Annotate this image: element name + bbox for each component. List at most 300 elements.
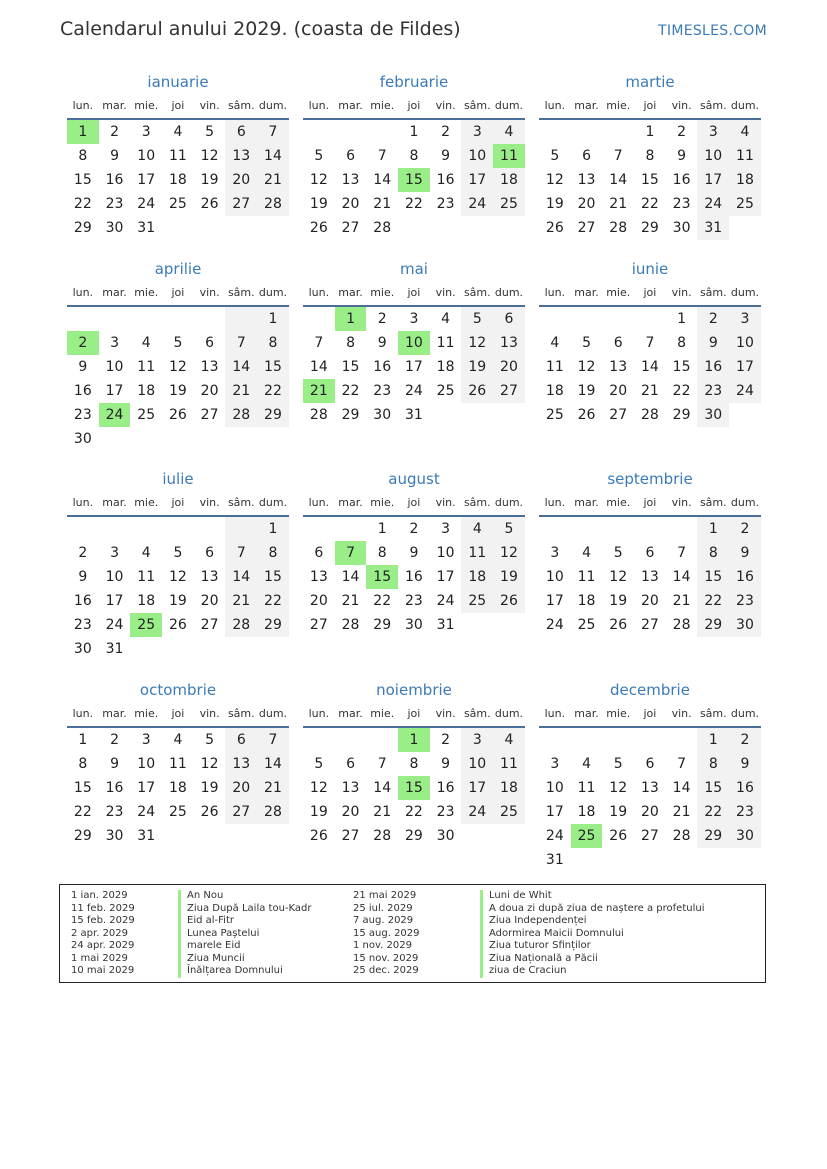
day-cell: 5 bbox=[173, 335, 183, 351]
legend-holiday-name: Lunea Paștelui bbox=[178, 928, 259, 941]
day-cell: 10 bbox=[436, 545, 455, 561]
month-title: noiembrie bbox=[376, 681, 452, 699]
day-cell: 1 bbox=[677, 311, 687, 327]
weekday-label: mar. bbox=[338, 99, 363, 112]
day-cell: 15 bbox=[73, 780, 92, 796]
empty-cell bbox=[602, 517, 634, 541]
day-cell: 28 bbox=[373, 220, 392, 236]
day-cell: 20 bbox=[341, 196, 360, 212]
day-cell: 19 bbox=[168, 593, 187, 609]
day-cell: 15 bbox=[697, 776, 729, 800]
day-cell: 21 bbox=[225, 379, 257, 403]
day-cell: 13 bbox=[640, 569, 659, 585]
day-cell: 21 bbox=[225, 589, 257, 613]
weekday-label: joi bbox=[643, 496, 657, 509]
empty-cell bbox=[194, 637, 226, 661]
day-cell: 19 bbox=[545, 196, 564, 212]
day-cell: 30 bbox=[105, 220, 124, 236]
empty-cell bbox=[461, 216, 493, 240]
day-cell: 11 bbox=[436, 335, 455, 351]
day-cell: 4 bbox=[141, 545, 151, 561]
holiday-day-cell: 24 bbox=[99, 403, 131, 427]
month-title: decembrie bbox=[610, 681, 690, 699]
day-cell: 8 bbox=[257, 331, 289, 355]
week-row bbox=[539, 848, 761, 872]
legend-holiday-name: Eid al-Fitr bbox=[178, 915, 234, 928]
day-cell: 8 bbox=[346, 335, 355, 351]
legend-date: 1 ian. 2029 bbox=[71, 890, 128, 901]
day-cell: 28 bbox=[225, 613, 257, 637]
month-octombrie bbox=[67, 680, 289, 848]
empty-cell bbox=[225, 517, 257, 541]
day-cell: 21 bbox=[672, 804, 691, 820]
day-cell: 13 bbox=[225, 144, 257, 168]
day-cell: 8 bbox=[645, 148, 655, 164]
month-ianuarie bbox=[67, 72, 289, 240]
week-row bbox=[67, 379, 289, 403]
day-cell: 29 bbox=[257, 613, 289, 637]
day-cell: 11 bbox=[577, 569, 596, 585]
day-cell: 28 bbox=[257, 800, 289, 824]
day-cell: 28 bbox=[225, 403, 257, 427]
day-cell: 7 bbox=[225, 331, 257, 355]
empty-cell bbox=[729, 848, 761, 872]
weekday-label: vin. bbox=[435, 286, 456, 299]
day-cell: 24 bbox=[436, 593, 455, 609]
day-cell: 4 bbox=[729, 120, 761, 144]
page-title: Calendarul anului 2029. (coasta de Fildes) bbox=[60, 18, 461, 40]
empty-cell bbox=[571, 848, 603, 872]
day-cell: 25 bbox=[729, 192, 761, 216]
day-cell: 30 bbox=[105, 828, 124, 844]
legend-holiday-name: Ziua Muncii bbox=[178, 953, 245, 966]
day-cell: 28 bbox=[640, 407, 659, 423]
day-cell: 22 bbox=[404, 804, 423, 820]
legend-holiday-name: Ziua Independenței bbox=[480, 915, 587, 928]
day-cell: 16 bbox=[697, 355, 729, 379]
day-cell: 23 bbox=[73, 407, 92, 423]
legend-date: 15 nov. 2029 bbox=[353, 952, 419, 964]
day-cell: 6 bbox=[314, 545, 324, 561]
legend-holiday-name: An Nou bbox=[178, 890, 223, 903]
week-row bbox=[539, 379, 761, 403]
day-cell: 12 bbox=[493, 541, 525, 565]
day-cell: 17 bbox=[137, 172, 156, 188]
empty-cell bbox=[335, 120, 367, 144]
day-cell: 22 bbox=[373, 593, 392, 609]
day-cell: 29 bbox=[73, 220, 92, 236]
empty-cell bbox=[539, 728, 571, 752]
day-cell: 16 bbox=[105, 172, 124, 188]
day-cell: 6 bbox=[582, 148, 591, 164]
day-cell: 30 bbox=[436, 828, 455, 844]
weekday-label: sâm. bbox=[699, 286, 727, 299]
weekday-label: dum. bbox=[730, 707, 760, 720]
day-cell: 19 bbox=[493, 565, 525, 589]
week-row bbox=[67, 307, 289, 331]
day-cell: 4 bbox=[582, 545, 591, 561]
empty-cell bbox=[571, 120, 603, 144]
day-cell: 19 bbox=[577, 383, 596, 399]
day-cell: 2 bbox=[729, 517, 761, 541]
weekday-label: joi bbox=[643, 707, 657, 720]
weekday-label: lun. bbox=[308, 707, 330, 720]
day-cell: 23 bbox=[73, 617, 92, 633]
month-iunie bbox=[539, 259, 761, 427]
week-row bbox=[67, 776, 289, 800]
day-cell: 10 bbox=[137, 756, 156, 772]
day-cell: 10 bbox=[461, 752, 493, 776]
day-cell: 18 bbox=[729, 168, 761, 192]
day-cell: 22 bbox=[73, 804, 92, 820]
day-cell: 9 bbox=[729, 541, 761, 565]
empty-cell bbox=[194, 216, 226, 240]
day-cell: 22 bbox=[341, 383, 360, 399]
day-cell: 10 bbox=[697, 144, 729, 168]
weekday-label: joi bbox=[171, 286, 185, 299]
holiday-day-cell: 25 bbox=[130, 613, 162, 637]
day-cell: 16 bbox=[373, 359, 392, 375]
holiday-day-cell: 1 bbox=[398, 728, 430, 752]
day-cell: 29 bbox=[373, 617, 392, 633]
day-cell: 5 bbox=[493, 517, 525, 541]
day-cell: 12 bbox=[309, 172, 328, 188]
week-row bbox=[539, 800, 761, 824]
day-cell: 25 bbox=[461, 589, 493, 613]
empty-cell bbox=[602, 728, 634, 752]
weekday-header bbox=[67, 702, 289, 728]
week-row bbox=[539, 517, 761, 541]
month-mai bbox=[303, 259, 525, 427]
day-cell: 21 bbox=[373, 196, 392, 212]
legend-holiday-name: Luni de Whit bbox=[480, 890, 552, 903]
day-cell: 14 bbox=[373, 172, 392, 188]
day-cell: 10 bbox=[105, 359, 124, 375]
day-cell: 24 bbox=[404, 383, 423, 399]
weekday-label: lun. bbox=[72, 496, 94, 509]
weekday-header bbox=[539, 94, 761, 120]
week-row bbox=[539, 824, 761, 848]
empty-cell bbox=[493, 613, 525, 637]
empty-cell bbox=[225, 427, 257, 451]
day-cell: 24 bbox=[545, 617, 564, 633]
day-cell: 8 bbox=[257, 541, 289, 565]
day-cell: 29 bbox=[672, 407, 691, 423]
day-cell: 27 bbox=[309, 617, 328, 633]
day-cell: 10 bbox=[105, 569, 124, 585]
day-cell: 13 bbox=[493, 331, 525, 355]
brand-link[interactable]: TIMESLES.COM bbox=[658, 23, 767, 39]
week-row bbox=[539, 613, 761, 637]
day-cell: 3 bbox=[697, 120, 729, 144]
empty-cell bbox=[162, 517, 194, 541]
day-cell: 1 bbox=[697, 728, 729, 752]
day-cell: 2 bbox=[110, 732, 119, 748]
day-cell: 19 bbox=[461, 355, 493, 379]
weekday-label: mar. bbox=[574, 286, 599, 299]
empty-cell bbox=[99, 517, 131, 541]
day-cell: 17 bbox=[545, 804, 564, 820]
weekday-label: lun. bbox=[544, 286, 566, 299]
empty-cell bbox=[602, 307, 634, 331]
week-row bbox=[303, 168, 525, 192]
weekday-label: mar. bbox=[338, 496, 363, 509]
day-cell: 18 bbox=[493, 776, 525, 800]
day-cell: 2 bbox=[441, 124, 451, 140]
day-cell: 26 bbox=[200, 196, 219, 212]
day-cell: 12 bbox=[577, 359, 596, 375]
day-cell: 22 bbox=[697, 800, 729, 824]
day-cell: 12 bbox=[545, 172, 564, 188]
day-cell: 11 bbox=[137, 569, 156, 585]
weekday-label: vin. bbox=[671, 496, 692, 509]
empty-cell bbox=[366, 120, 398, 144]
weekday-label: vin. bbox=[199, 707, 220, 720]
weekday-label: vin. bbox=[199, 99, 220, 112]
legend-date: 10 mai 2029 bbox=[71, 965, 135, 976]
empty-cell bbox=[257, 637, 289, 661]
day-cell: 27 bbox=[341, 220, 360, 236]
day-cell: 7 bbox=[257, 120, 289, 144]
legend-date: 15 aug. 2029 bbox=[353, 927, 420, 939]
day-cell: 17 bbox=[461, 776, 493, 800]
day-cell: 14 bbox=[257, 752, 289, 776]
day-cell: 31 bbox=[137, 220, 156, 236]
legend-date: 11 feb. 2029 bbox=[71, 902, 135, 914]
day-cell: 28 bbox=[373, 828, 392, 844]
day-cell: 31 bbox=[137, 828, 156, 844]
day-cell: 9 bbox=[377, 335, 387, 351]
day-cell: 18 bbox=[545, 383, 564, 399]
week-row bbox=[67, 517, 289, 541]
day-cell: 19 bbox=[309, 196, 328, 212]
day-cell: 25 bbox=[436, 383, 455, 399]
week-row bbox=[303, 144, 525, 168]
holiday-day-cell: 1 bbox=[335, 307, 367, 331]
weekday-label: sâm. bbox=[227, 99, 255, 112]
day-cell: 14 bbox=[640, 359, 659, 375]
day-cell: 17 bbox=[545, 593, 564, 609]
empty-cell bbox=[335, 517, 367, 541]
empty-cell bbox=[162, 307, 194, 331]
weekday-label: sâm. bbox=[463, 99, 491, 112]
day-cell: 26 bbox=[309, 828, 328, 844]
week-row bbox=[539, 120, 761, 144]
legend-date: 24 apr. 2029 bbox=[71, 940, 135, 951]
empty-cell bbox=[194, 307, 226, 331]
day-cell: 6 bbox=[645, 756, 655, 772]
day-cell: 1 bbox=[78, 732, 88, 748]
week-row bbox=[539, 307, 761, 331]
empty-cell bbox=[366, 728, 398, 752]
empty-cell bbox=[571, 307, 603, 331]
week-row bbox=[539, 403, 761, 427]
day-cell: 31 bbox=[105, 641, 124, 657]
day-cell: 31 bbox=[436, 617, 455, 633]
day-cell: 26 bbox=[168, 617, 187, 633]
day-cell: 12 bbox=[309, 780, 328, 796]
day-cell: 21 bbox=[257, 776, 289, 800]
month-septembrie bbox=[539, 469, 761, 637]
weekday-label: dum. bbox=[258, 496, 288, 509]
weekday-label: sâm. bbox=[227, 496, 255, 509]
holiday-legend bbox=[59, 884, 766, 983]
week-row bbox=[67, 824, 289, 848]
empty-cell bbox=[539, 120, 571, 144]
empty-cell bbox=[257, 824, 289, 848]
legend-holiday-name: ziua de Craciun bbox=[480, 965, 567, 978]
day-cell: 18 bbox=[168, 780, 187, 796]
day-cell: 7 bbox=[314, 335, 324, 351]
month-februarie bbox=[303, 72, 525, 240]
weekday-label: sâm. bbox=[227, 707, 255, 720]
weekday-label: vin. bbox=[435, 707, 456, 720]
week-row bbox=[303, 192, 525, 216]
week-row bbox=[539, 589, 761, 613]
day-cell: 26 bbox=[577, 407, 596, 423]
day-cell: 22 bbox=[697, 589, 729, 613]
day-cell: 24 bbox=[137, 804, 156, 820]
holiday-day-cell: 25 bbox=[571, 824, 603, 848]
day-cell: 27 bbox=[341, 828, 360, 844]
holiday-day-cell: 15 bbox=[366, 565, 398, 589]
weekday-label: lun. bbox=[308, 286, 330, 299]
weekday-header bbox=[539, 702, 761, 728]
legend-holiday-name: Ziua După Laila tou-Kadr bbox=[178, 903, 311, 916]
day-cell: 29 bbox=[404, 828, 423, 844]
day-cell: 31 bbox=[545, 852, 564, 868]
month-title: iunie bbox=[631, 260, 669, 278]
week-row bbox=[303, 120, 525, 144]
day-cell: 21 bbox=[672, 593, 691, 609]
empty-cell bbox=[430, 216, 462, 240]
day-cell: 13 bbox=[200, 569, 219, 585]
month-aprilie bbox=[67, 259, 289, 451]
day-cell: 22 bbox=[672, 383, 691, 399]
empty-cell bbox=[225, 824, 257, 848]
day-cell: 26 bbox=[200, 804, 219, 820]
empty-cell bbox=[602, 120, 634, 144]
weekday-label: vin. bbox=[199, 496, 220, 509]
week-row bbox=[67, 728, 289, 752]
day-cell: 15 bbox=[341, 359, 360, 375]
day-cell: 16 bbox=[73, 593, 92, 609]
day-cell: 1 bbox=[409, 124, 419, 140]
day-cell: 3 bbox=[110, 335, 119, 351]
week-row bbox=[539, 144, 761, 168]
week-row bbox=[67, 427, 289, 451]
weekday-label: mar. bbox=[102, 99, 127, 112]
day-cell: 27 bbox=[609, 407, 628, 423]
empty-cell bbox=[303, 120, 335, 144]
empty-cell bbox=[729, 216, 761, 240]
weekday-label: sâm. bbox=[227, 286, 255, 299]
day-cell: 20 bbox=[225, 776, 257, 800]
day-cell: 15 bbox=[697, 565, 729, 589]
weekday-label: joi bbox=[407, 286, 421, 299]
day-cell: 5 bbox=[173, 545, 183, 561]
day-cell: 3 bbox=[409, 311, 419, 327]
day-cell: 4 bbox=[493, 728, 525, 752]
day-cell: 24 bbox=[729, 379, 761, 403]
empty-cell bbox=[162, 637, 194, 661]
day-cell: 3 bbox=[461, 728, 493, 752]
day-cell: 11 bbox=[461, 541, 493, 565]
weekday-label: mie. bbox=[370, 707, 395, 720]
weekday-label: sâm. bbox=[463, 707, 491, 720]
month-title: martie bbox=[625, 73, 675, 91]
day-cell: 23 bbox=[436, 804, 455, 820]
empty-cell bbox=[571, 728, 603, 752]
week-row bbox=[303, 216, 525, 240]
day-cell: 7 bbox=[377, 148, 387, 164]
day-cell: 1 bbox=[257, 307, 289, 331]
month-title: iulie bbox=[162, 470, 194, 488]
day-cell: 17 bbox=[137, 780, 156, 796]
weekday-label: mar. bbox=[574, 707, 599, 720]
week-row bbox=[67, 168, 289, 192]
legend-date: 21 mai 2029 bbox=[353, 890, 417, 901]
day-cell: 5 bbox=[613, 756, 623, 772]
week-row bbox=[67, 752, 289, 776]
week-row bbox=[539, 565, 761, 589]
week-row bbox=[67, 589, 289, 613]
day-cell: 2 bbox=[110, 124, 119, 140]
weekday-header bbox=[303, 94, 525, 120]
weekday-label: vin. bbox=[671, 99, 692, 112]
holiday-day-cell: 15 bbox=[398, 776, 430, 800]
month-iulie bbox=[67, 469, 289, 661]
day-cell: 16 bbox=[436, 172, 455, 188]
month-title: aprilie bbox=[154, 260, 202, 278]
week-row bbox=[303, 752, 525, 776]
day-cell: 27 bbox=[200, 407, 219, 423]
week-row bbox=[67, 216, 289, 240]
day-cell: 11 bbox=[729, 144, 761, 168]
day-cell: 12 bbox=[168, 359, 187, 375]
empty-cell bbox=[225, 216, 257, 240]
day-cell: 30 bbox=[73, 641, 92, 657]
day-cell: 11 bbox=[577, 780, 596, 796]
empty-cell bbox=[303, 517, 335, 541]
day-cell: 30 bbox=[373, 407, 392, 423]
legend-date: 2 apr. 2029 bbox=[71, 927, 129, 939]
day-cell: 25 bbox=[168, 196, 187, 212]
day-cell: 9 bbox=[677, 148, 687, 164]
day-cell: 19 bbox=[168, 383, 187, 399]
day-cell: 10 bbox=[545, 569, 564, 585]
day-cell: 8 bbox=[377, 545, 387, 561]
day-cell: 3 bbox=[141, 124, 151, 140]
day-cell: 3 bbox=[461, 120, 493, 144]
day-cell: 3 bbox=[550, 756, 560, 772]
empty-cell bbox=[194, 427, 226, 451]
day-cell: 6 bbox=[493, 307, 525, 331]
month-title: ianuarie bbox=[147, 73, 209, 91]
day-cell: 23 bbox=[697, 379, 729, 403]
day-cell: 23 bbox=[436, 196, 455, 212]
weekday-label: lun. bbox=[72, 99, 94, 112]
empty-cell bbox=[493, 824, 525, 848]
empty-cell bbox=[194, 824, 226, 848]
day-cell: 15 bbox=[73, 172, 92, 188]
day-cell: 18 bbox=[137, 383, 156, 399]
day-cell: 28 bbox=[672, 828, 691, 844]
day-cell: 22 bbox=[257, 589, 289, 613]
day-cell: 20 bbox=[577, 196, 596, 212]
day-cell: 6 bbox=[346, 756, 355, 772]
day-cell: 14 bbox=[257, 144, 289, 168]
